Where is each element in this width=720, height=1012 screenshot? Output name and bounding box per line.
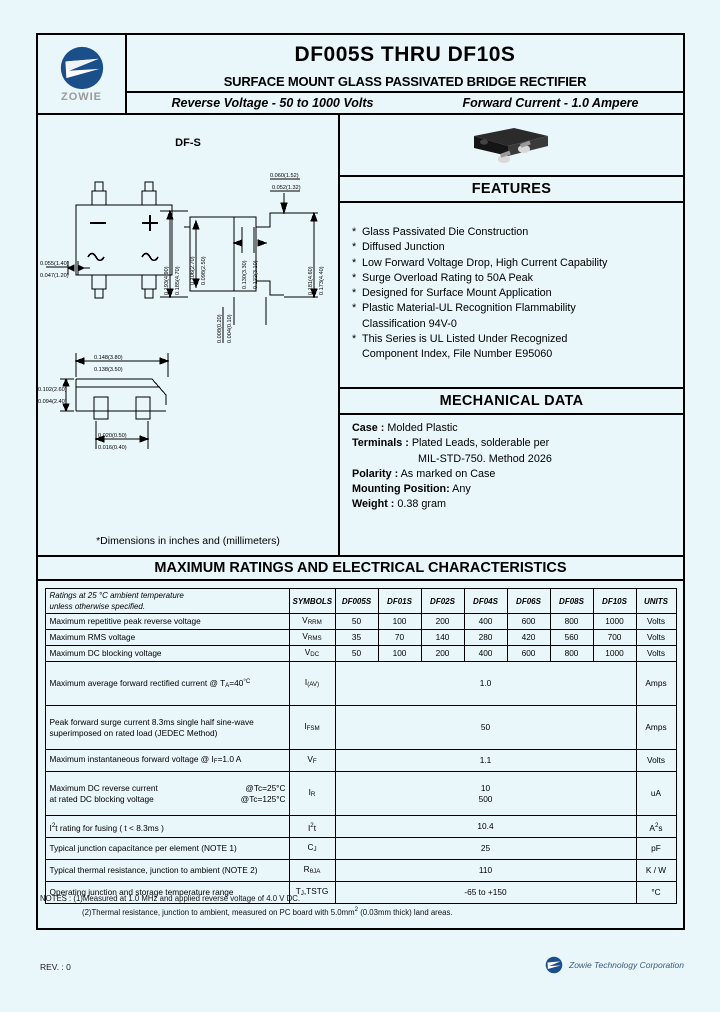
row-unit: uA	[636, 772, 676, 816]
feature-item	[352, 271, 683, 286]
row-symbol	[289, 816, 335, 838]
table-row	[45, 772, 676, 816]
mech-value: Molded Plastic	[387, 422, 458, 434]
symbol-base: I	[304, 721, 307, 731]
symbol-sub: J	[300, 890, 304, 897]
symbol-sub: θJA	[309, 868, 321, 875]
table-row	[45, 816, 676, 838]
page-subtitle: SURFACE MOUNT GLASS PASSIVATED BRIDGE RECTIFIER	[223, 73, 587, 89]
desc-pre: Maximum instantaneous forward voltage @ I	[49, 754, 214, 764]
feature-text: Diffused Junction	[362, 241, 445, 254]
col-header-part: DF06S	[507, 589, 550, 614]
col-header-part: DF02S	[421, 589, 464, 614]
mech-label: Mounting Position:	[352, 483, 450, 496]
row-symbol	[289, 706, 335, 750]
unit-post: s	[658, 822, 663, 833]
row-value: 200	[421, 614, 464, 630]
table-row	[45, 706, 676, 750]
symbol-base: V	[302, 631, 308, 641]
desc-post: t rating for fusing ( t < 8.3ms )	[55, 822, 164, 833]
row-value: 400	[464, 614, 507, 630]
unit-base: A	[649, 822, 655, 833]
ratings-section	[38, 555, 683, 904]
feature-text: Classification 94V-0	[362, 317, 457, 330]
mechanical-row	[352, 452, 683, 467]
row-description	[45, 706, 289, 750]
footer-brand	[545, 956, 684, 974]
dim-left-1: 0.055(1.40)	[40, 261, 69, 267]
feature-text: Component Index, File Number E95060	[362, 348, 553, 361]
symbol-sub: DC	[310, 651, 320, 658]
row-description: Typical junction capacitance per element (NOTE 1)	[45, 838, 289, 860]
symbol-base: I	[307, 822, 311, 833]
note-2-sup: 2	[354, 906, 359, 913]
row-value: 100	[378, 614, 421, 630]
package-dimension-drawing	[38, 157, 340, 527]
mech-value: 0.38 gram	[397, 498, 447, 511]
row-symbol	[289, 860, 335, 882]
symbol-base: V	[304, 647, 311, 657]
row-value: 50	[335, 646, 378, 662]
desc-sup: 2	[51, 821, 56, 829]
row-unit: pF	[636, 838, 676, 860]
feature-text: This Series is UL Listed Under Recognized	[362, 333, 568, 346]
table-row	[45, 838, 676, 860]
row-value-span: -65 to +150	[335, 882, 636, 904]
symbol-base: I	[308, 787, 311, 797]
dim-a2: 0.185(4.70)	[175, 266, 181, 295]
feature-text: Low Forward Voltage Drop, High Current Capability	[362, 256, 608, 269]
header-text-block	[127, 35, 683, 113]
symbol-sub: RRM	[307, 619, 322, 626]
notes-block	[40, 893, 680, 918]
feature-item	[352, 256, 683, 271]
symbol-base: I	[304, 677, 308, 687]
bullet-asterisk: *	[352, 256, 357, 269]
row-unit: Amps	[636, 662, 676, 706]
mech-value: As marked on Case	[400, 467, 496, 480]
row-value-b: 500	[478, 793, 493, 804]
row-symbol	[289, 630, 335, 646]
symbol-sub: RMS	[307, 635, 322, 642]
row-description	[45, 750, 289, 772]
row-value-span: 25	[335, 838, 636, 860]
features-section	[340, 177, 683, 389]
row-description	[45, 772, 289, 816]
dimensions-note: *Dimensions in inches and (millimeters)	[96, 535, 280, 547]
ratings-table	[45, 588, 677, 904]
mech-label: Case :	[352, 422, 385, 434]
row-value: 70	[378, 630, 421, 646]
zowie-logo-icon	[59, 45, 105, 91]
row-description: Typical thermal resistance, junction to ambient (NOTE 2)	[45, 860, 289, 882]
feature-text: Glass Passivated Die Construction	[362, 226, 529, 238]
right-panel	[340, 115, 683, 555]
feature-text: Designed for Surface Mount Application	[362, 287, 552, 300]
dim-left-2: 0.047(1.20)	[40, 273, 69, 279]
dim-top-2: 0.052(1.32)	[272, 185, 301, 191]
row-symbol	[289, 838, 335, 860]
company-logo	[38, 35, 127, 113]
note-2-pre: (2)Thermal resistance, junction to ambient, measured on PC board with 5.0mm	[82, 908, 355, 917]
mechanical-row	[352, 467, 683, 482]
ratings-title: MAXIMUM RATINGS AND ELECTRICAL CHARACTERISTICS	[38, 555, 683, 581]
desc-pre: Maximum average forward rectified current @ T	[49, 678, 226, 688]
row-unit: °C	[636, 882, 676, 904]
row-unit: K / W	[636, 860, 676, 882]
row-value: 600	[507, 646, 550, 662]
dim-g2: 0.094(2.40)	[38, 399, 67, 405]
row-value-span: 1.1	[335, 750, 636, 772]
feature-item	[352, 225, 683, 240]
symbol-post: t	[313, 822, 317, 833]
note-1-text: (1)Measured at 1.0 MHz and applied reverse voltage of 4.0 V DC.	[73, 894, 301, 903]
desc-sub: F	[213, 758, 218, 765]
row-value: 400	[464, 646, 507, 662]
package-photo	[340, 115, 683, 177]
desc-sub: A	[225, 682, 230, 689]
feature-item	[352, 240, 683, 255]
desc-pre: I	[49, 822, 52, 833]
row-unit	[636, 816, 676, 838]
note-line-2	[40, 904, 680, 918]
col-header-part: DF01S	[378, 589, 421, 614]
smd-package-photo-icon	[452, 122, 572, 168]
feature-item	[352, 301, 683, 316]
condition-line-2: unless otherwise specified.	[49, 602, 146, 611]
reverse-voltage-spec: Reverse Voltage - 50 to 1000 Volts	[171, 96, 374, 110]
bullet-asterisk: *	[352, 302, 357, 315]
bullet-asterisk: *	[352, 333, 357, 346]
row-value-span: 1.0	[335, 662, 636, 706]
table-row	[45, 750, 676, 772]
mech-value: Any	[452, 483, 471, 496]
package-type-label: DF-S	[175, 137, 201, 149]
mechanical-row	[352, 497, 683, 512]
row-value-span: 50	[335, 706, 636, 750]
symbol-post: ,TSTG	[303, 886, 329, 896]
desc-deg: °C	[243, 678, 251, 685]
desc-post: =1.0 A	[217, 754, 242, 764]
row-value: 280	[464, 630, 507, 646]
row-description	[45, 662, 289, 706]
revision-label: REV. : 0	[40, 962, 71, 972]
symbol-base: V	[307, 754, 313, 764]
logo-wordmark: ZOWIE	[60, 91, 103, 103]
symbol-sub: FSM	[306, 725, 320, 732]
row-unit: Volts	[636, 750, 676, 772]
row-description: Operating junction and storage temperature range	[45, 882, 289, 904]
desc-line-1: Peak forward surge current 8.3ms single half sine-wave	[49, 716, 254, 727]
table-row	[45, 662, 676, 706]
zowie-footer-logo-icon	[545, 956, 563, 974]
row-value: 700	[593, 630, 636, 646]
bullet-asterisk	[352, 347, 362, 362]
row-value-a: 10	[480, 782, 491, 793]
symbol-base: V	[302, 615, 308, 625]
mechanical-title: MECHANICAL DATA	[340, 389, 683, 415]
forward-current-spec: Forward Current - 1.0 Ampere	[462, 96, 639, 110]
page-title: DF005S THRU DF10S	[294, 43, 516, 66]
desc-line-1-right: @Tc=25°C	[245, 782, 286, 793]
features-title: FEATURES	[340, 177, 683, 203]
note-2-post: (0.03mm thick) land areas.	[358, 908, 453, 917]
row-value: 35	[335, 630, 378, 646]
desc-post: =40	[229, 678, 244, 688]
dim-top-1: 0.060(1.52)	[270, 173, 299, 179]
dim-h2: 0.016(0.40)	[98, 445, 127, 451]
mech-value: Plated Leads, solderable per	[411, 437, 550, 450]
desc-line-2-right: @Tc=125°C	[240, 793, 286, 804]
feature-item	[352, 317, 683, 332]
col-header-part: DF10S	[593, 589, 636, 614]
ratings-condition-cell	[45, 589, 289, 614]
row-description: Maximum repetitive peak reverse voltage	[45, 614, 289, 630]
drawing-panel	[38, 115, 340, 555]
desc-line-2: superimposed on rated load (JEDEC Method)	[49, 727, 218, 738]
row-description: Maximum DC blocking voltage	[45, 646, 289, 662]
feature-text: Plastic Material-UL Recognition Flammability	[362, 302, 576, 315]
dim-e2: 0.004(0.10)	[227, 314, 233, 343]
row-symbol	[289, 750, 335, 772]
dim-b2: 0.098(2.50)	[201, 256, 207, 285]
bullet-asterisk: *	[352, 241, 357, 254]
row-value-span: 10.4	[335, 816, 636, 838]
row-value: 560	[550, 630, 593, 646]
bullet-asterisk: *	[352, 226, 357, 238]
row-unit: Volts	[636, 614, 676, 630]
body-section	[38, 115, 683, 555]
row-value: 800	[550, 646, 593, 662]
mech-label: Weight :	[352, 498, 395, 511]
symbol-sub: R	[310, 791, 316, 798]
mechanical-list	[340, 415, 683, 513]
feature-text: Surge Overload Rating to 50A Peak	[362, 271, 534, 284]
notes-label: NOTES :	[40, 894, 72, 903]
mechanical-row	[352, 421, 683, 436]
col-header-symbols: SYMBOLS	[289, 589, 335, 614]
dim-c2: 0.122(3.10)	[253, 260, 259, 289]
symbol-sub: (AV)	[307, 681, 320, 688]
dim-f1: 0.148(3.80)	[94, 355, 123, 361]
row-value: 1000	[593, 614, 636, 630]
table-row	[45, 614, 676, 630]
col-header-part: DF04S	[464, 589, 507, 614]
datasheet-frame	[36, 33, 685, 930]
row-symbol	[289, 662, 335, 706]
symbol-base: C	[307, 842, 314, 852]
row-value: 800	[550, 614, 593, 630]
dim-h1: 0.020(0.50)	[98, 433, 127, 439]
row-unit: Volts	[636, 646, 676, 662]
row-value-span: 110	[335, 860, 636, 882]
row-symbol	[289, 646, 335, 662]
mechanical-row	[352, 482, 683, 497]
dim-g1: 0.102(2.60)	[38, 387, 67, 393]
table-row	[45, 860, 676, 882]
feature-item	[352, 347, 683, 362]
bullet-asterisk: *	[352, 287, 357, 300]
row-value: 1000	[593, 646, 636, 662]
col-header-part: DF005S	[335, 589, 378, 614]
table-row	[45, 630, 676, 646]
header-spec-band	[127, 91, 683, 113]
condition-line-1: Ratings at 25 °C ambient temperature	[49, 591, 184, 600]
row-value-span	[335, 772, 636, 816]
desc-line-1: Maximum DC reverse current	[49, 782, 158, 793]
mechanical-section	[340, 389, 683, 555]
table-header-row	[45, 589, 676, 614]
dim-a1: 0.193(4.90)	[164, 266, 170, 295]
dim-c1: 0.130(3.30)	[242, 260, 248, 289]
dim-d2: 0.173(4.40)	[319, 266, 325, 295]
features-list	[340, 219, 683, 363]
dim-d1: 0.181(4.60)	[308, 266, 314, 295]
company-name: Zowie Technology Corporation	[569, 960, 684, 970]
row-value: 50	[335, 614, 378, 630]
mech-value: MIL-STD-750. Method 2026	[418, 452, 552, 465]
symbol-sub: F	[312, 758, 317, 765]
mech-label: Terminals :	[352, 437, 409, 450]
row-unit: Amps	[636, 706, 676, 750]
col-header-units: UNITS	[636, 589, 676, 614]
note-line-1	[40, 893, 680, 904]
row-value: 200	[421, 646, 464, 662]
symbol-base: R	[303, 864, 310, 874]
unit-sup: 2	[654, 821, 659, 829]
dim-b1: 0.106(2.70)	[190, 256, 196, 285]
row-description: Maximum RMS voltage	[45, 630, 289, 646]
row-value: 140	[421, 630, 464, 646]
row-description	[45, 816, 289, 838]
col-header-part: DF08S	[550, 589, 593, 614]
symbol-sup: 2	[310, 821, 314, 829]
feature-item	[352, 332, 683, 347]
row-symbol	[289, 614, 335, 630]
mech-label: Polarity :	[352, 467, 399, 480]
feature-item	[352, 286, 683, 301]
header	[38, 35, 683, 115]
dim-f2: 0.138(3.50)	[94, 367, 123, 373]
row-value: 420	[507, 630, 550, 646]
desc-line-2: at rated DC blocking voltage	[49, 793, 154, 804]
row-value: 100	[378, 646, 421, 662]
row-unit: Volts	[636, 630, 676, 646]
symbol-base: T	[295, 886, 301, 896]
dim-e1: 0.008(0.20)	[217, 314, 223, 343]
bullet-asterisk: *	[352, 271, 357, 284]
row-value: 600	[507, 614, 550, 630]
symbol-sub: J	[313, 846, 317, 853]
bullet-asterisk	[352, 317, 362, 332]
table-row	[45, 646, 676, 662]
row-symbol	[289, 772, 335, 816]
mechanical-row	[352, 436, 683, 451]
